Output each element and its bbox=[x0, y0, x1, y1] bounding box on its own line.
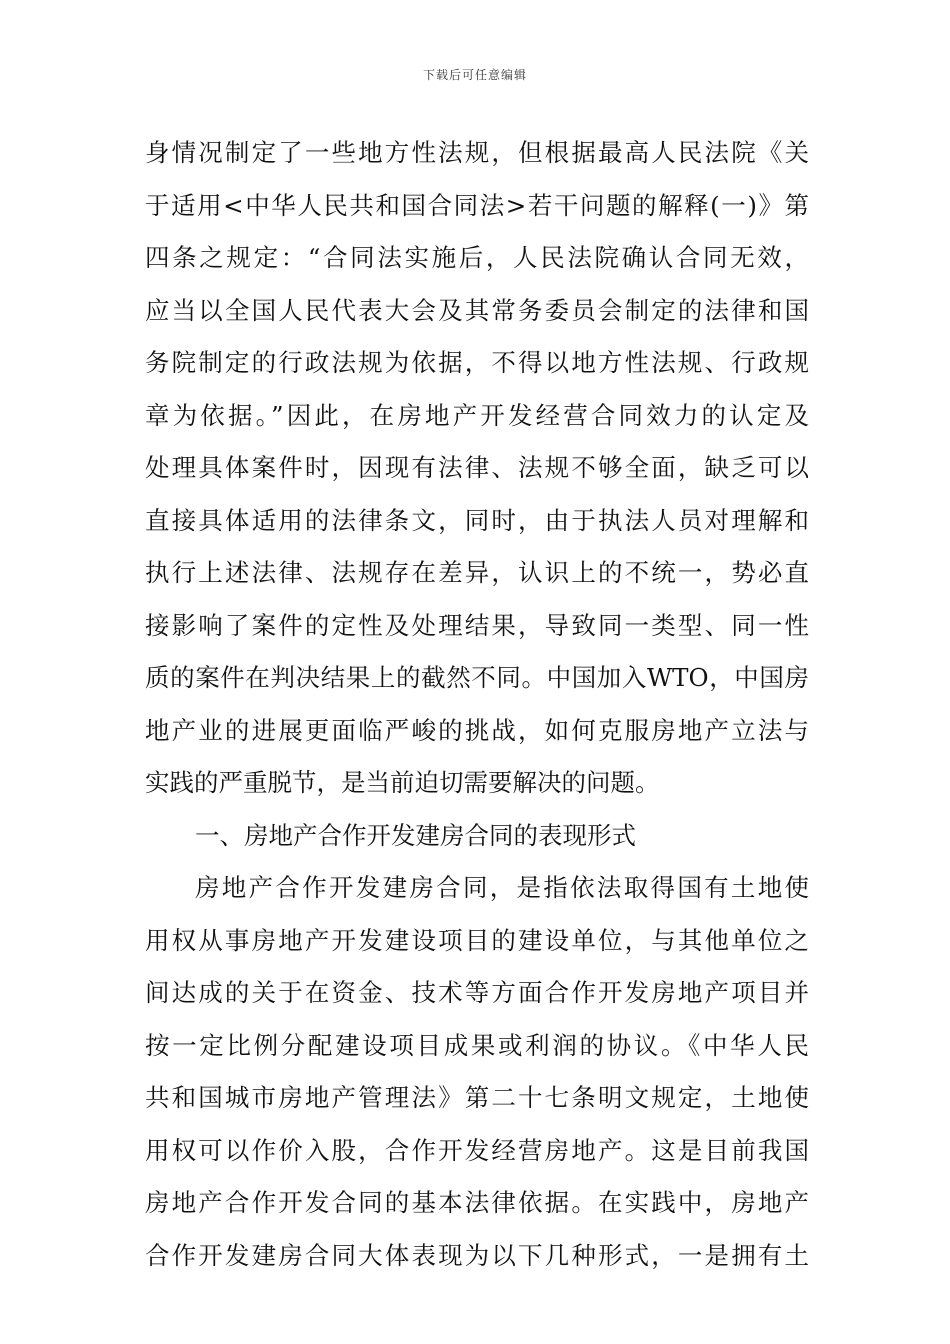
document-body bbox=[145, 127, 809, 1282]
paragraph-line: 四条之规定：“合同法实施后，人民法院确认合同无效， bbox=[145, 243, 809, 272]
paragraph-line: 应当以全国人民代表大会及其常务委员会制定的法律和国 bbox=[145, 295, 809, 325]
paragraph-line: 地产业的进展更面临严峻的挑战，如何克服房地产立法与 bbox=[145, 715, 809, 745]
paragraph-line: 章为依据。”因此，在房地产开发经营合同效力的认定及 bbox=[145, 400, 809, 430]
paragraph-line: 处理具体案件时，因现有法律、法规不够全面，缺乏可以 bbox=[145, 453, 809, 482]
paragraph-line: 于适用<中华人民共和国合同法>若干问题的解释(一)》第 bbox=[145, 190, 809, 220]
paragraph-line: 间达成的关于在资金、技术等方面合作开发房地产项目并 bbox=[145, 978, 809, 1007]
paragraph-line: 接影响了案件的定性及处理结果，导致同一类型、同一性 bbox=[145, 610, 809, 640]
paragraph-line: 合作开发建房合同大体表现为以下几种形式，一是拥有土 bbox=[145, 1240, 809, 1270]
section-heading: 一、房地产合作开发建房合同的表现形式 bbox=[195, 820, 636, 850]
page-header: 下载后可任意编辑 bbox=[422, 68, 527, 82]
paragraph-line: 用权可以作价入股，合作开发经营房地产。这是目前我国 bbox=[145, 1135, 809, 1165]
paragraph-line: 质的案件在判决结果上的截然不同。中国加入WTO，中国房 bbox=[145, 663, 809, 692]
paragraph-line: 按一定比例分配建设项目成果或利润的协议。《中华人民 bbox=[145, 1030, 809, 1060]
paragraph-line: 执行上述法律、法规存在差异，认识上的不统一，势必直 bbox=[145, 558, 809, 587]
paragraph-line: 用权从事房地产开发建设项目的建设单位，与其他单位之 bbox=[145, 925, 809, 955]
paragraph-line: 房地产合作开发合同的基本法律依据。在实践中，房地产 bbox=[145, 1188, 809, 1217]
paragraph-line: 房地产合作开发建房合同，是指依法取得国有土地使 bbox=[195, 873, 809, 902]
paragraph-line: 务院制定的行政法规为依据，不得以地方性法规、行政规 bbox=[145, 348, 809, 377]
paragraph-line: 身情况制定了一些地方性法规，但根据最高人民法院《关 bbox=[145, 138, 809, 167]
paragraph-line: 直接具体适用的法律条文，同时，由于执法人员对理解和 bbox=[145, 505, 809, 535]
paragraph-line: 实践的严重脱节，是当前迫切需要解决的问题。 bbox=[145, 768, 660, 797]
paragraph-line: 共和国城市房地产管理法》第二十七条明文规定，土地使 bbox=[145, 1083, 809, 1112]
